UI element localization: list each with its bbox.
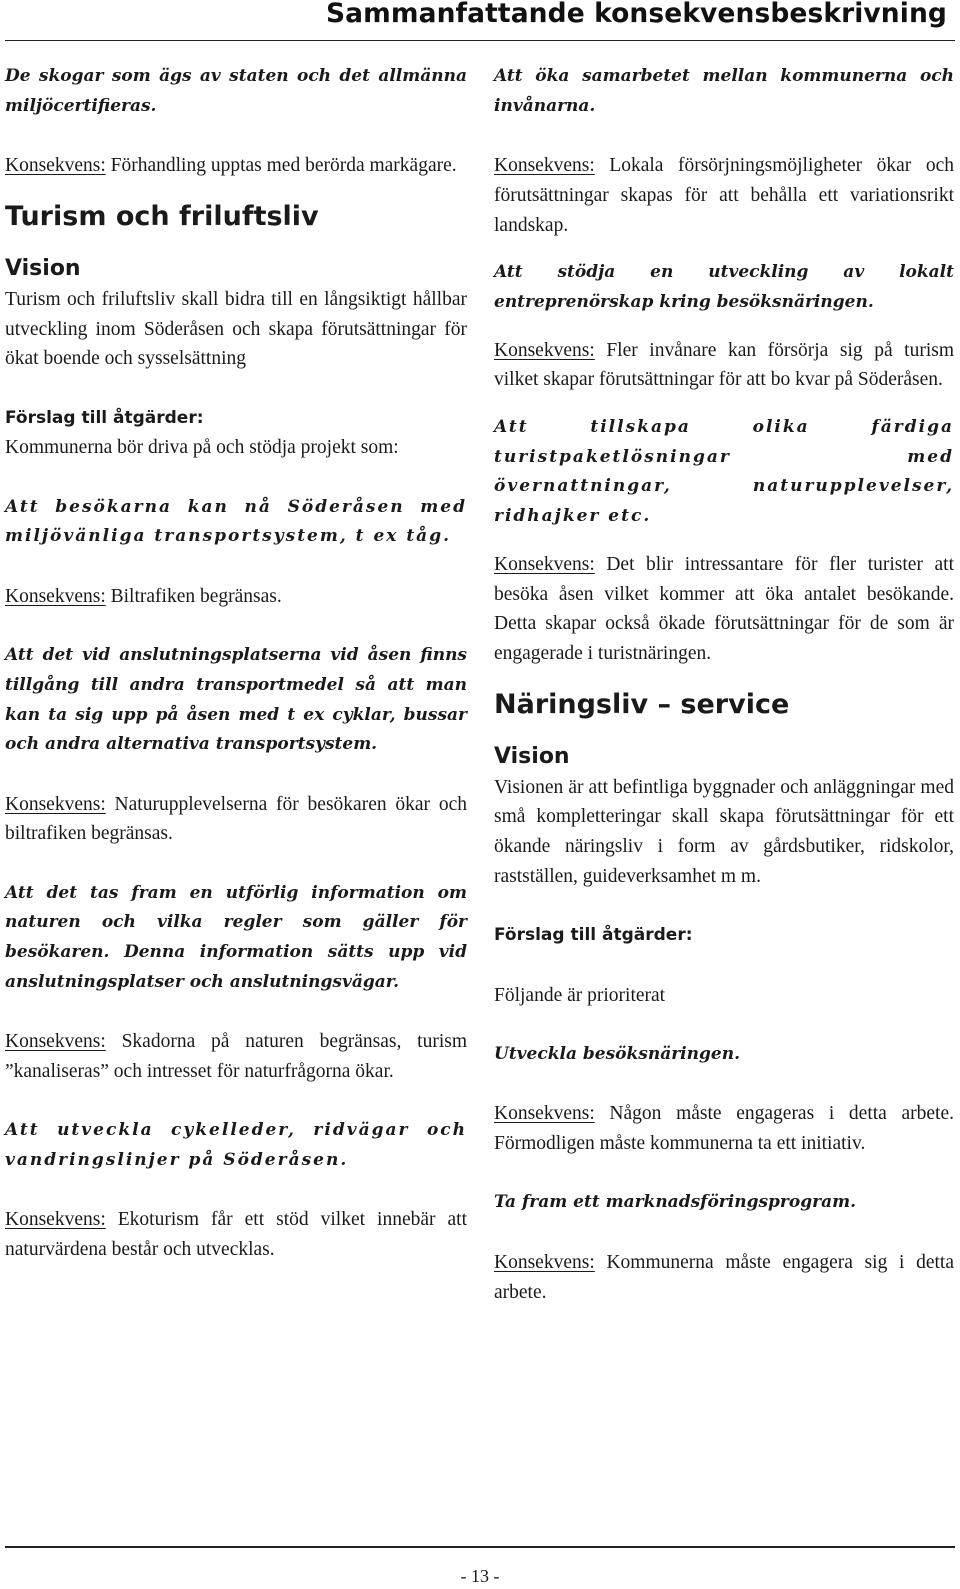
konsekvens-text: Det blir intressantare för fler turister att besöka åsen vilket kommer att öka antalet besökande. Detta skapar också ökade förutsättningar för de som är engagerade i turistnäringen.	[494, 553, 955, 664]
forslag-text: Följande är prioriterat	[494, 984, 666, 1006]
konsekvens-paragraph	[5, 582, 467, 612]
konsekvens-text: Förhandling upptas med berörda markägare.	[110, 155, 457, 177]
header-rule	[5, 40, 955, 41]
page-header	[0, 0, 955, 38]
konsekvens-text: Fler invånare kan försörja sig på turism vilket skapar förutsättningar för att bo kvar på Söderåsen.	[494, 339, 954, 391]
konsekvens-paragraph	[494, 1099, 954, 1158]
konsekvens-paragraph	[494, 550, 954, 669]
konsekvens-paragraph	[5, 151, 467, 181]
konsekvens-paragraph	[494, 1248, 954, 1307]
measure-item: Att stödja en utveckling av lokalt entreprenörskap kring besöksnäringen.	[494, 262, 954, 312]
section-title-turism: Turism och friluftsliv	[5, 200, 319, 232]
measure-item: Att tillskapa olika färdiga turistpaketlösningar med övernattningar, naturupplevelser, ridhajker etc.	[494, 417, 954, 527]
emphasis-paragraph: De skogar som ägs av staten och det allmänna miljöcertifieras.	[5, 66, 467, 116]
konsekvens-label: Konsekvens:	[494, 155, 595, 177]
footer-rule	[5, 1546, 955, 1548]
measure-item: Att det tas fram en utförlig information om naturen och vilka regler som gäller för besökaren. Denna information sätts upp vid anslutningsplatser och anslutningsvägar.	[5, 882, 467, 992]
konsekvens-paragraph	[494, 151, 954, 240]
konsekvens-label: Konsekvens:	[494, 1251, 595, 1273]
konsekvens-text: Skadorna på naturen begränsas, turism ”kanaliseras” och intresset för naturfrågorna ökar.	[5, 1031, 467, 1082]
konsekvens-paragraph	[5, 790, 467, 849]
konsekvens-label: Konsekvens:	[5, 155, 106, 177]
measure-item: Utveckla besöksnäringen.	[494, 1043, 740, 1064]
measure-item: Att utveckla cykelleder, ridvägar och vandringslinjer på Söderåsen.	[5, 1120, 467, 1171]
measure-item: Att besökarna kan nå Söderåsen med miljövänliga transportsystem, t ex tåg.	[5, 496, 467, 547]
page-number: - 13 -	[460, 1566, 500, 1586]
konsekvens-label: Konsekvens:	[5, 1209, 106, 1231]
measure-item: Att öka samarbetet mellan kommunerna och invånarna.	[494, 66, 954, 116]
left-column	[5, 62, 467, 1265]
measure-item: Ta fram ett marknadsföringsprogram.	[494, 1192, 856, 1213]
konsekvens-text: Naturupplevelserna för besökaren ökar och biltrafiken begränsas.	[5, 793, 467, 845]
konsekvens-label: Konsekvens:	[494, 1103, 595, 1125]
section-title-naringsliv: Näringsliv – service	[494, 688, 790, 720]
konsekvens-text: Någon måste engageras i detta arbete. Förmodligen måste kommunerna ta ett initiativ.	[494, 1103, 954, 1155]
right-column	[494, 62, 954, 1307]
konsekvens-text: Kommunerna måste engagera sig i detta arbete.	[494, 1251, 955, 1303]
konsekvens-text: Ekoturism får ett stöd vilket innebär att naturvärdena består och utvecklas.	[5, 1209, 467, 1261]
konsekvens-paragraph	[494, 336, 954, 395]
konsekvens-text: Lokala försörjningsmöjligheter ökar och förutsättningar skapas för att behålla ett variationsrikt landskap.	[494, 155, 954, 236]
vision-heading: Vision	[5, 255, 81, 281]
vision-text: Visionen är att befintliga byggnader och anläggningar med små kompletteringar skall skapa förutsättningar för ett ökande näringsliv i form av gårdsbutiker, ridskolor, rastställen, guideverksamhet m m.	[494, 776, 954, 887]
forslag-text: Kommunerna bör driva på och stödja projekt som:	[5, 437, 399, 459]
vision-text: Turism och friluftsliv skall bidra till en långsiktigt hållbar utveckling inom Söderåsen och skapa förutsättningar för ökat boende och sysselsättning	[5, 288, 467, 370]
forslag-heading: Förslag till åtgärder:	[5, 407, 204, 428]
konsekvens-paragraph	[5, 1027, 467, 1086]
konsekvens-label: Konsekvens:	[5, 793, 106, 815]
vision-heading: Vision	[494, 743, 570, 769]
konsekvens-label: Konsekvens:	[5, 585, 106, 607]
measure-item: Att det vid anslutningsplatserna vid åsen finns tillgång till andra transportmedel så att man kan ta sig upp på åsen med t ex cyklar, bussar och andra alternativa transportsystem.	[5, 645, 467, 755]
konsekvens-paragraph	[5, 1205, 467, 1264]
konsekvens-label: Konsekvens:	[494, 553, 595, 575]
page-title: Sammanfattande konsekvensbeskrivning	[326, 0, 947, 29]
forslag-heading: Förslag till åtgärder:	[494, 925, 693, 946]
konsekvens-label: Konsekvens:	[494, 339, 595, 361]
konsekvens-text: Biltrafiken begränsas.	[110, 585, 282, 607]
konsekvens-label: Konsekvens:	[5, 1031, 106, 1053]
